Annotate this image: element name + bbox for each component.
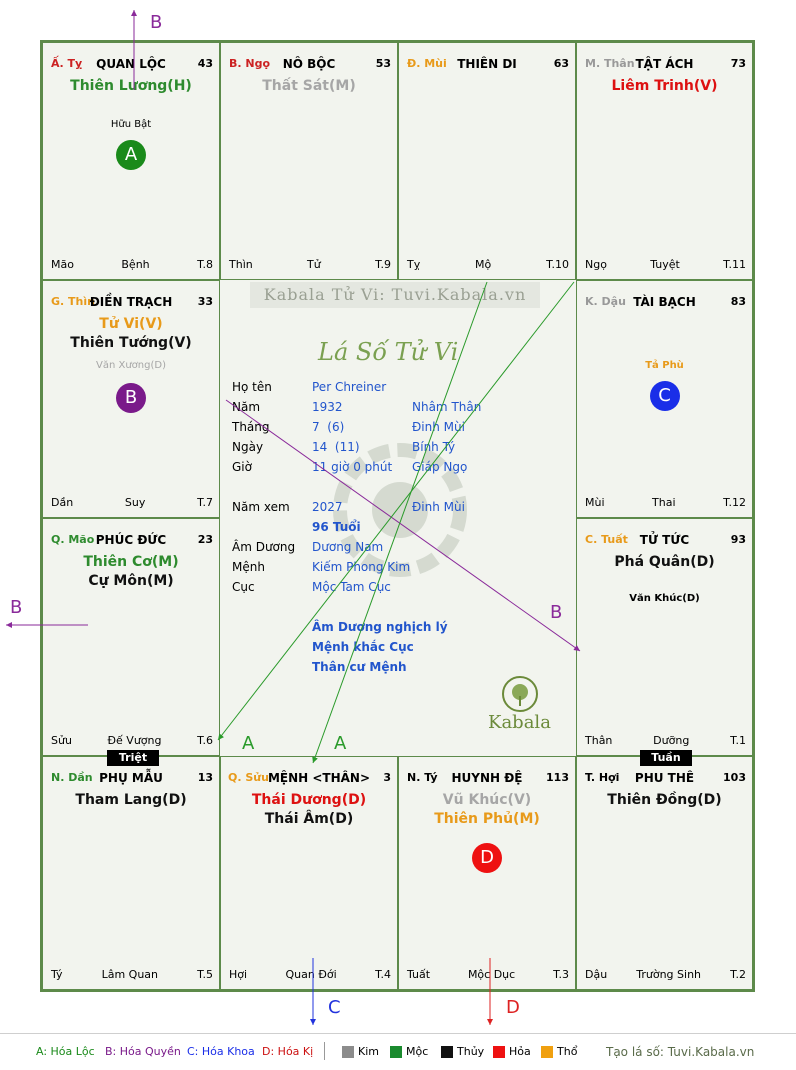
legend-tho-label: Thổ [557,1045,578,1058]
arrow-mid-b [226,400,580,651]
arrow-label-a2: A [334,733,347,754]
hoa-swatch [493,1046,505,1058]
value-cuc: Mộc Tam Cục [312,580,391,594]
palace-number: 73 [730,57,746,70]
palace-house: THIÊN DI [457,57,517,71]
palace-bottom-right: T.8 [197,258,213,271]
palace-bottom-right: T.6 [197,734,213,747]
palace-bottom-mid: Trường Sinh [636,968,702,981]
palace-house: TÀI BẠCH [633,295,696,309]
site-watermark: Kabala Tử Vi: Tuvi.Kabala.vn [250,282,540,308]
hoa-ki-marker: D [472,843,502,873]
value-thang: 7 (6) [312,420,345,434]
minor-star: Văn Khúc(D) [629,593,700,604]
palace-branch: N. Dần [51,771,93,784]
palace-branch: Đ. Mùi [407,57,447,70]
palace-bottom-left: Sửu [51,734,72,747]
palace-number: 13 [197,771,213,784]
legend-hoa-quyen: B: Hóa Quyền [105,1045,181,1058]
palace-bottom-right: T.12 [723,496,746,509]
palace-number: 33 [197,295,213,308]
label-gio: Giờ [232,460,252,474]
palace-branch: N. Tý [407,771,438,784]
kabala-logo-text: Kabala [488,712,551,733]
arrow-label-mid-b: B [550,602,563,623]
legend-hoa-loc: A: Hóa Lộc [36,1045,95,1058]
palace-bottom-left: Hợi [229,968,248,981]
palace-house: PHỤ MẪU [99,771,163,785]
palace-bottom-mid: Dưỡng [653,734,690,747]
palace-number: 93 [730,533,746,546]
palace-bottom-left: Dần [51,496,74,509]
label-ngay: Ngày [232,440,264,454]
value-ngay-can-chi: Bính Tý [412,440,456,454]
value-gio: 11 giờ 0 phút [312,460,393,474]
palace-house: QUAN LỘC [96,57,166,71]
value-tuoi: 96 Tuổi [312,520,361,534]
note-than-cu-menh: Thân cư Mệnh [312,660,407,674]
arrow-label-bottom-d: D [506,997,520,1018]
triet-badge: Triệt [107,750,159,766]
major-star: Thiên Lương(H) [70,78,192,94]
palace-branch: M. Thân [585,57,635,70]
value-ngay: 14 (11) [312,440,360,454]
palace-bottom-right: T.3 [553,968,569,981]
legend-hoa-label: Hỏa [509,1045,531,1058]
major-star: Thất Sát(M) [262,78,356,94]
palace-bottom-mid: Suy [124,496,146,509]
palace-bottom-right: T.11 [723,258,746,271]
legend-thuy-label: Thủy [457,1045,485,1058]
legend-tho [541,1045,577,1058]
major-star: Liêm Trinh(V) [611,78,718,94]
palace-branch: Q. Mão [51,533,95,546]
value-nam-xem-can-chi: Đinh Mùi [412,500,465,514]
palace-bottom-left: Mùi [585,496,605,509]
palace-bottom-mid: Thai [652,496,676,509]
palace-number: 83 [730,295,746,308]
tuan-badge: Tuần [640,750,692,766]
value-menh: Kiếm Phong Kim [312,560,411,574]
legend-kim-label: Kim [358,1045,379,1058]
palace-number: 3 [383,771,391,784]
value-am-duong: Dương Nam [312,540,384,554]
legend-moc-label: Mộc [406,1045,429,1058]
palace-house: PHÚC ĐỨC [95,533,167,547]
label-ho-ten: Họ tên [232,380,272,394]
minor-star: Văn Xương(D) [96,360,166,371]
major-star: Cự Môn(M) [88,573,174,589]
thuy-swatch [441,1046,453,1058]
palace-branch: Q. Sửu [228,771,269,784]
moc-swatch [390,1046,402,1058]
palace-bottom-mid: Mộ [475,258,492,271]
arrow-label-top-b: B [150,12,163,33]
palace-number: 103 [723,771,746,784]
minor-star: Hữu Bật [110,119,152,130]
label-am-duong: Âm Dương [232,540,296,554]
label-nam-xem: Năm xem [232,500,290,514]
major-star: Thiên Tướng(V) [70,335,192,351]
label-nam: Năm [232,400,261,414]
palace-bottom-mid: Tử [307,258,321,271]
palace-house: TỬ TỨC [639,533,690,547]
palace-house: TẬT ÁCH [635,57,694,71]
palace-bottom-right: T.10 [546,258,569,271]
palace-branch: C. Tuất [585,533,628,546]
value-thang-can-chi: Đinh Mùi [412,420,465,434]
palace-bottom-left: Dậu [585,968,608,981]
major-star: Thái Dương(D) [251,792,367,808]
palace-bottom-right: T.9 [375,258,391,271]
kim-swatch [342,1046,354,1058]
value-nam-xem: 2027 [312,500,343,514]
tho-swatch [541,1046,553,1058]
palace-bottom-left: Thân [585,734,613,747]
minor-star: Tả Phù [645,360,684,371]
arrow-label-a1: A [242,733,255,754]
legend-kim [342,1045,379,1058]
value-ho-ten: Per Chreiner [312,380,387,394]
hoa-loc-marker: A [116,140,146,170]
palace-bottom-left: Tý [51,968,63,981]
palace-house: PHU THÊ [634,771,695,785]
palace-bottom-left: Thìn [229,258,253,271]
label-cuc: Cục [232,580,255,594]
palace-bottom-left: Mão [51,258,74,271]
major-star: Phá Quân(D) [614,554,715,570]
legend-hoa-ki: D: Hóa Kị [262,1045,314,1058]
palace-bottom-left: Tuất [407,968,431,981]
chart-title: Lá Số Tử Vi [318,338,459,366]
major-star: Thiên Đồng(D) [607,792,722,808]
palace-branch: G. Thìn [51,295,95,308]
note-am-duong: Âm Dương nghịch lý [312,620,448,634]
legend-hoa [493,1045,531,1058]
major-star: Tham Lang(D) [75,792,187,808]
value-nam-can-chi: Nhâm Thân [412,400,482,414]
palace-bottom-mid: Đế Vượng [107,734,162,747]
palace-house: HUYNH ĐỆ [451,771,523,785]
palace-number: 53 [375,57,391,70]
legend-hoa-khoa: C: Hóa Khoa [187,1045,255,1058]
legend-thuy [441,1045,484,1058]
palace-number: 23 [197,533,213,546]
legend-site-link[interactable]: Tạo lá số: Tuvi.Kabala.vn [606,1045,755,1059]
label-menh: Mệnh [232,560,265,574]
palace-bottom-right: T.5 [197,968,213,981]
legend-divider [324,1042,325,1060]
major-star: Thiên Cơ(M) [83,554,179,570]
palace-number: 63 [553,57,569,70]
palace-bottom-mid: Quan Đới [285,968,337,981]
value-nam: 1932 [312,400,343,414]
palace-bottom-left: Tỵ [407,258,421,271]
palace-branch: T. Hợi [585,771,620,784]
hoa-quyen-marker: B [116,383,146,413]
palace-branch: K. Dậu [585,295,626,308]
palace-bottom-mid: Mộc Dục [467,968,516,981]
palace-bottom-mid: Tuyệt [650,258,680,271]
legend-bar [0,1033,796,1070]
arrow-a2 [313,282,487,763]
major-star: Tử Vi(V) [99,316,163,332]
palace-bottom-right: T.1 [730,734,746,747]
palace-branch: B. Ngọ [229,57,271,70]
palace-house: MỆNH <THÂN> [267,771,371,785]
palace-number: 43 [197,57,213,70]
palace-bottom-right: T.4 [375,968,391,981]
palace-house: ĐIỀN TRẠCH [89,295,173,309]
value-gio-can-chi: Giáp Ngọ [412,460,468,474]
arrow-label-bottom-c: C [328,997,341,1018]
hoa-khoa-marker: C [650,381,680,411]
palace-bottom-right: T.7 [197,496,213,509]
palace-bottom-left: Ngọ [585,258,607,271]
palace-bottom-mid: Bệnh [121,258,150,271]
palace-bottom-mid: Lâm Quan [101,968,159,981]
palace-house: NÔ BỘC [282,57,336,71]
palace-bottom-right: T.2 [730,968,746,981]
major-star: Thái Âm(D) [264,811,354,827]
arrow-label-left-b: B [10,597,23,618]
major-star: Thiên Phủ(M) [434,811,540,827]
palace-branch: Ấ. Tỵ [51,57,83,70]
label-thang: Tháng [232,420,270,434]
palace-number: 113 [546,771,569,784]
legend-moc [390,1045,428,1058]
note-menh-khac-cuc: Mệnh khắc Cục [312,640,414,654]
major-star: Vũ Khúc(V) [442,792,532,808]
arrow-a1 [218,282,574,740]
